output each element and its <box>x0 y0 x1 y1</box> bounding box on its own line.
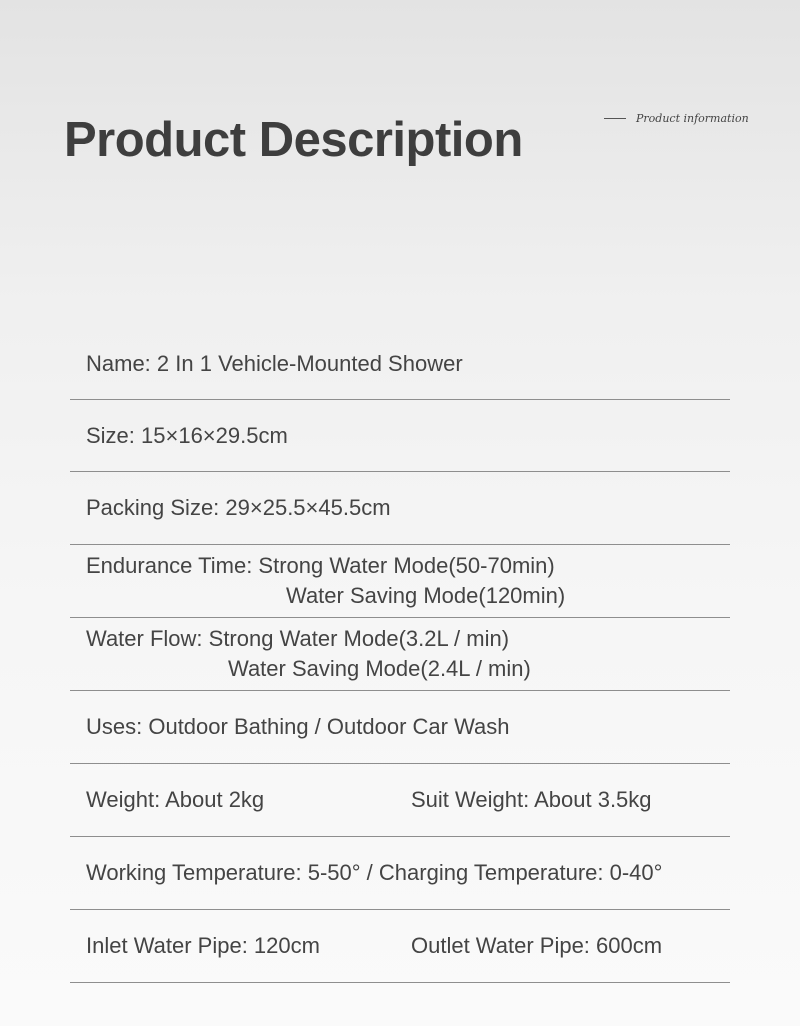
spec-name: Name: 2 In 1 Vehicle-Mounted Shower <box>86 350 463 376</box>
tag-divider <box>604 118 626 119</box>
spec-row-uses <box>70 691 730 764</box>
spec-weight: Weight: About 2kg <box>86 787 265 812</box>
spec-packing-size: Packing Size: 29×25.5×45.5cm <box>86 495 391 520</box>
spec-row-packing-size <box>70 472 730 545</box>
spec-flow-strong: Water Flow: Strong Water Mode(3.2L / min) <box>86 626 510 651</box>
spec-row-temperature <box>70 837 730 910</box>
product-info-tag <box>604 112 749 125</box>
spec-flow-saving: Water Saving Mode(2.4L / min) <box>228 656 531 681</box>
spec-endurance-saving: Water Saving Mode(120min) <box>286 583 566 608</box>
spec-inlet-pipe: Inlet Water Pipe: 120cm <box>86 933 320 958</box>
spec-row-pipes <box>70 910 730 983</box>
spec-endurance-strong: Endurance Time: Strong Water Mode(50-70min) <box>86 553 555 578</box>
spec-row-water-flow <box>70 618 730 691</box>
spec-temperature: Working Temperature: 5-50° / Charging Temperature: 0-40° <box>86 860 663 885</box>
spec-row-name <box>70 328 730 400</box>
spec-uses: Uses: Outdoor Bathing / Outdoor Car Wash <box>86 714 510 739</box>
product-info-label: Product information <box>636 112 749 125</box>
page-title: Product Description <box>64 113 523 167</box>
spec-outlet-pipe: Outlet Water Pipe: 600cm <box>411 933 663 958</box>
spec-size: Size: 15×16×29.5cm <box>86 422 288 448</box>
spec-suit-weight: Suit Weight: About 3.5kg <box>411 787 652 812</box>
spec-row-size <box>70 400 730 472</box>
spec-row-endurance <box>70 545 730 618</box>
spec-row-weight <box>70 764 730 837</box>
